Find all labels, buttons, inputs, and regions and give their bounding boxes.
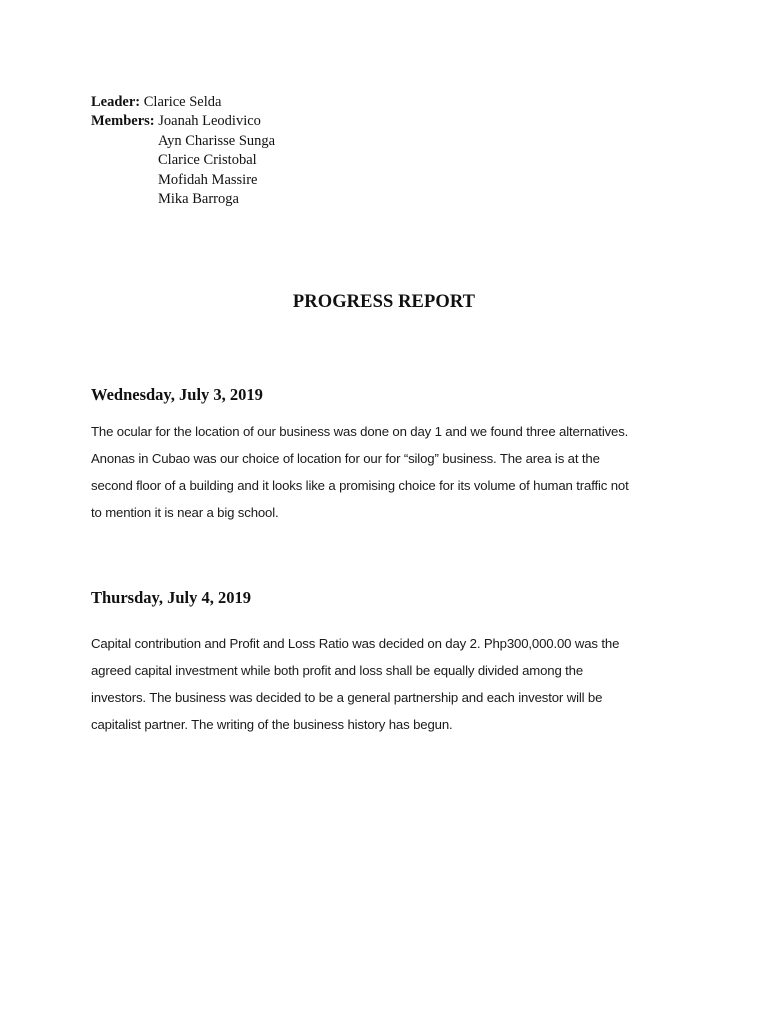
member-name: Joanah Leodivico [158,113,261,130]
member-name: Clarice Cristobal [158,152,257,169]
paragraph-line: investors. The business was decided to be a general partnership and each investor will be [91,690,603,705]
entry-heading: Wednesday, July 3, 2019 [91,385,263,404]
entry-paragraph [91,418,691,526]
leader-name: Clarice Selda [143,94,222,110]
entry-heading: Thursday, July 4, 2019 [91,588,252,607]
leader-line [91,93,491,112]
entry-paragraph [91,630,691,738]
leader-label: Leader: [91,94,141,110]
member-name: Mika Barroga [158,191,239,208]
paragraph-line: The ocular for the location of our business was done on day 1 and we found three alternatives. [91,424,629,439]
paragraph-line: Anonas in Cubao was our choice of location for our for “silog” business. The area is at the [91,451,600,466]
paragraph-line: Capital contribution and Profit and Loss Ratio was decided on day 2. Php300,000.00 was the [91,636,620,651]
paragraph-line: agreed capital investment while both profit and loss shall be equally divided among the [91,663,584,678]
members-line [91,112,491,131]
member-name: Mofidah Massire [158,171,258,188]
member-name: Ayn Charisse Sunga [158,132,276,149]
page-title: PROGRESS REPORT [292,292,476,312]
paragraph-line: capitalist partner. The writing of the business history has begun. [91,717,453,732]
paragraph-line: second floor of a building and it looks like a promising choice for its volume of human traffic not [91,478,629,493]
members-label: Members: [91,113,155,130]
paragraph-line: to mention it is near a big school. [91,505,279,520]
group-roster [91,93,491,209]
